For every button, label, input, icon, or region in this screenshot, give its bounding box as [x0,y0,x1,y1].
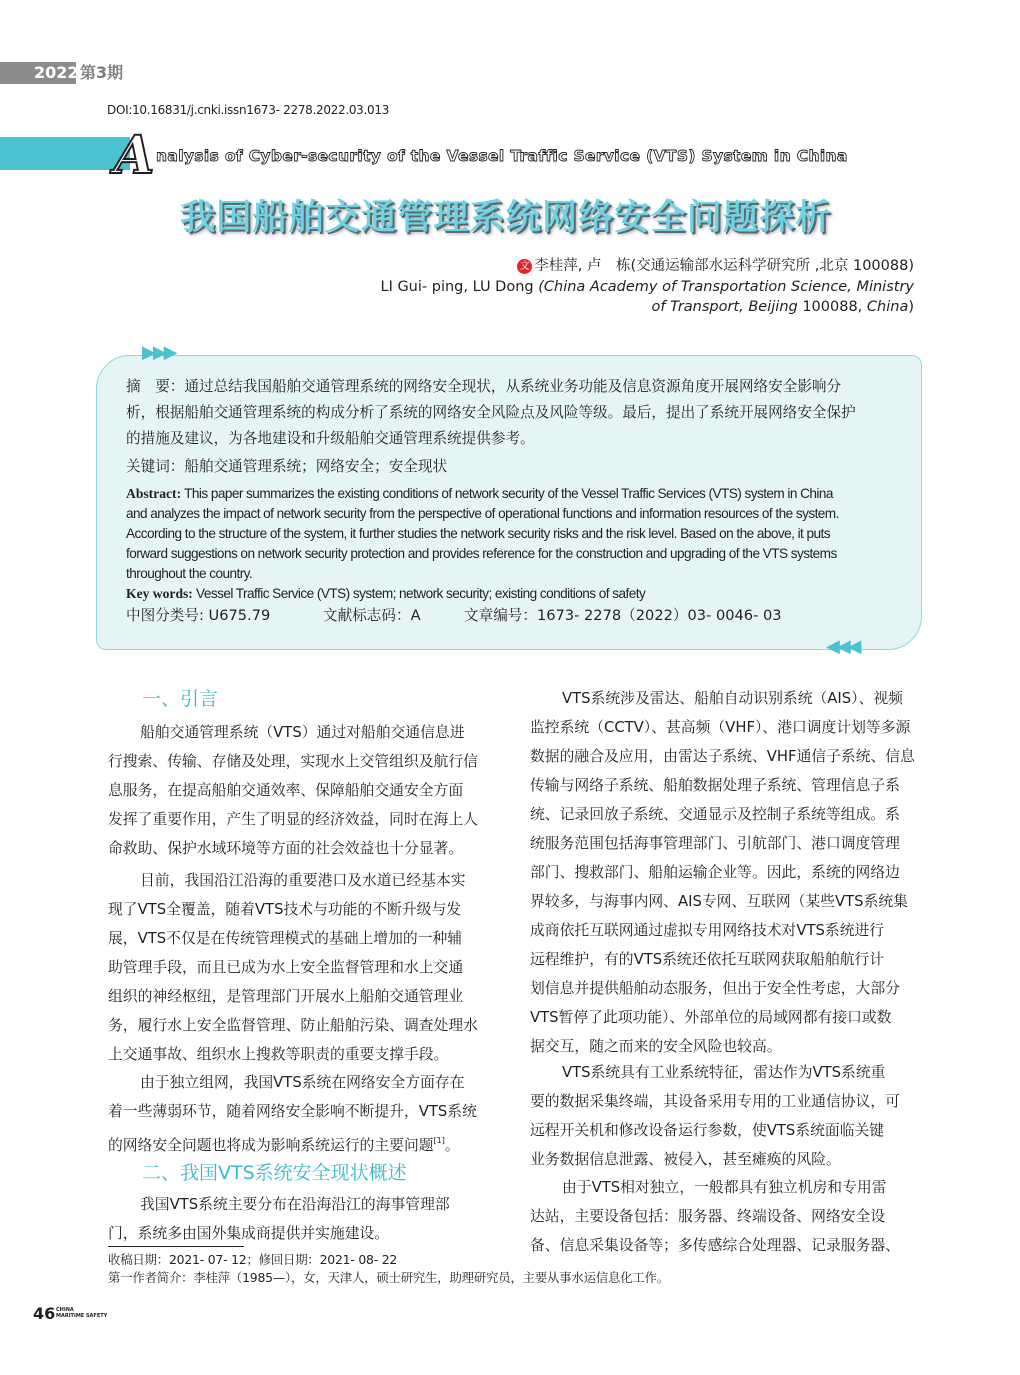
paragraph-line: 现了VTS全覆盖，随着VTS技术与功能的不断升级与发 [108,901,462,918]
abstract-cn-line-3: 的措施及建议，为各地建设和升级船舶交通管理系统提供参考。 [126,430,535,447]
paragraph-line: 上交通事故、组织水上搜救等职责的重要支撑手段。 [108,1046,449,1063]
authors-en-aff-1: (China Academy of Transportation Science, Ministry [538,279,914,295]
authors-en-aff-2c: China [866,299,909,315]
abstract-en-label: Abstract: [126,486,182,501]
paragraph-line: 备、信息采集设备等；多传感综合处理器、记录服务器、 [530,1237,900,1254]
abstract-en-line-4: forward suggestions on network security protection and provides reference for the construction and upgrading of the VTS systems [126,546,837,561]
keywords-en-label: Key words: [126,586,193,601]
paragraph-line: VTS系统具有工业系统特征，雷达作为VTS系统重 [562,1064,886,1081]
paragraph-line: VTS暂停了此项功能）、外部单位的局域网都有接口或数 [530,1009,892,1026]
abstract-en-line-2: and analyzes the impact of network security from the perspective of operational functions and information resources of the system. [126,506,839,521]
abstract-cn-label: 摘 要： [126,378,185,395]
paragraph-line: 业务数据信息泄露、被侵入，甚至瘫痪的风险。 [530,1151,841,1168]
paragraph-line: 要的数据采集终端，其设备采用专用的工业通信协议，可 [530,1093,900,1110]
paragraph-line: 据交互，随之而来的安全风险也较高。 [530,1038,782,1055]
paragraph-line: 划信息并提供船舶动态服务，但出于安全性考虑，大部分 [530,980,900,997]
authors-en-names: LI Gui- ping, LU Dong [380,279,539,295]
abstract-en-line-5: throughout the country. [126,566,253,581]
paragraph-line: 监控系统（CCTV）、甚高频（VHF）、港口调度计划等多源 [530,719,911,736]
paragraph-line: 成商依托互联网通过虚拟专用网络技术对VTS系统进行 [530,922,885,939]
english-title: nalysis of Cyber-security of the Vessel Traffic Service (VTS) System in China [156,147,848,165]
keywords-en: Key words: Vessel Traffic Service (VTS) system; network security; existing conditions of safety [126,586,646,601]
arrow-right-icon: ▶▶▶ [142,342,175,363]
paragraph-line: 由于VTS相对独立，一般都具有独立机房和专用雷 [562,1179,887,1196]
paragraph-line: 统、记录回放子系统、交通显示及控制子系统等组成。系 [530,806,900,823]
paragraph-line: 务，履行水上安全监督管理、防止船舶污染、调查处理水 [108,1017,478,1034]
document-code: 文献标志码：A [323,607,421,624]
paragraph-line: 目前，我国沿江沿海的重要港口及水道已经基本实 [140,872,466,889]
author-bio: 第一作者简介：李桂萍（1985—），女，天津人，硕士研究生，助理研究员，主要从事水运信息化工作。 [108,1270,669,1285]
paragraph-line: 数据的融合及应用，由雷达子系统、VHF通信子系统、信息 [530,748,915,765]
authors-en-line2 [652,296,914,318]
authors-cn-text: 李桂萍, 卢 栋(交通运输部水运科学研究所 ,北京 100088) [534,258,914,274]
paragraph-line: 达站，主要设备包括：服务器、终端设备、网络安全设 [530,1208,886,1225]
paragraph-line: 统服务范围包括海事管理部门、引航部门、港口调度管理 [530,835,900,852]
authors-en [380,276,914,298]
paragraph-line: 界较多，与海事内网、AIS专网、互联网（某些VTS系统集 [530,893,908,910]
paragraph-line: 着一些薄弱环节，随着网络安全影响不断提升，VTS系统 [108,1103,477,1120]
paragraph-line: VTS系统涉及雷达、船舶自动识别系统（AIS）、视频 [562,690,903,707]
section-heading-2: 二、我国VTS系统安全现状概述 [142,1162,407,1184]
arrow-left-icon: ◀◀◀ [826,636,859,657]
footnote-divider [108,1246,244,1247]
paragraph-line: 远程维护，有的VTS系统还依托互联网获取船舶航行计 [530,951,885,968]
paragraph-line: 由于独立组网，我国VTS系统在网络安全方面存在 [140,1074,465,1091]
abstract-cn-line-1: 摘 要：通过总结我国船舶交通管理系统的网络安全现状，从系统业务功能及信息资源角度开展网络安全影响分 [126,378,842,395]
paragraph-line: 展，VTS不仅是在传统管理模式的基础上增加的一种辅 [108,930,463,947]
paragraph-line: 传输与网络子系统、船舶数据处理子系统、管理信息子系 [530,777,900,794]
author-icon: 文 [517,259,532,274]
issue-year: 2022 [34,63,79,82]
article-number: 文章编号：1673- 2278（2022）03- 0046- 03 [464,607,782,624]
abstract-cn-line-2: 析，根据船舶交通管理系统的构成分析了系统的网络安全风险点及风险等级。最后，提出了系统开展网络安全保护 [126,404,856,421]
paragraph-line: 助管理手段，而且已成为水上安全监督管理和水上交通 [108,959,464,976]
received-date: 收稿日期：2021- 07- 12；修回日期：2021- 08- 22 [108,1252,398,1267]
paragraph-line: 行搜索、传输、存储及处理，实现水上交管组织及航行信 [108,753,478,770]
authors-en-aff-2d: ) [908,299,914,315]
paragraph-line: 船舶交通管理系统（VTS）通过对船舶交通信息进 [140,724,465,741]
authors-cn [517,255,914,277]
issue-number: 第3期 [80,63,124,82]
paragraph-line: 门，系统多由国外集成商提供并实施建设。 [108,1225,390,1242]
english-title-initial: A [114,125,155,186]
authors-en-aff-2a: of Transport, Beijing [651,299,803,315]
doi: DOI:10.16831/j.cnki.issn1673- 2278.2022.03.013 [107,103,390,117]
paragraph-line: 部门、搜救部门、船舶运输企业等。因此，系统的网络边 [530,864,900,881]
paragraph-line: 发挥了重要作用，产生了明显的经济效益，同时在海上人 [108,811,478,828]
paragraph-line: 命救助、保护水域环境等方面的社会效益也十分显著。 [108,840,464,857]
paragraph-line: 息服务，在提高船舶交通效率、保障船舶交通安全方面 [108,782,464,799]
chinese-title: 我国船舶交通管理系统网络安全问题探析 [180,198,832,238]
paragraph-line: 的网络安全问题也将成为影响系统运行的主要问题[1]。 [108,1136,460,1154]
section-heading-1: 一、引言 [142,688,219,710]
abstract-en-line-1: Abstract: This paper summarizes the existing conditions of network security of the Vessel Traffic Services (VTS) system in China [126,486,833,501]
journal-logo: CHINA MARITIME SAFETY [56,1307,108,1319]
authors-en-aff-2b: 100088, [802,299,867,315]
abstract-en-line-3: According to the structure of the system, it further studies the network security risks and the risk level. Based on the above, it puts [126,526,830,541]
citation-ref[interactable]: [1] [433,1136,445,1145]
title-accent-bar [0,137,130,170]
keywords-cn: 关键词：船舶交通管理系统；网络安全；安全现状 [126,458,448,475]
classification-number: 中图分类号: U675.79 [126,607,271,624]
paragraph-line: 我国VTS系统主要分布在沿海沿江的海事管理部 [140,1196,450,1213]
page-number: 46 [33,1304,56,1323]
paragraph-line: 组织的神经枢纽，是管理部门开展水上船舶交通管理业 [108,988,464,1005]
paragraph-line: 远程开关机和修改设备运行参数，使VTS系统面临关键 [530,1122,885,1139]
